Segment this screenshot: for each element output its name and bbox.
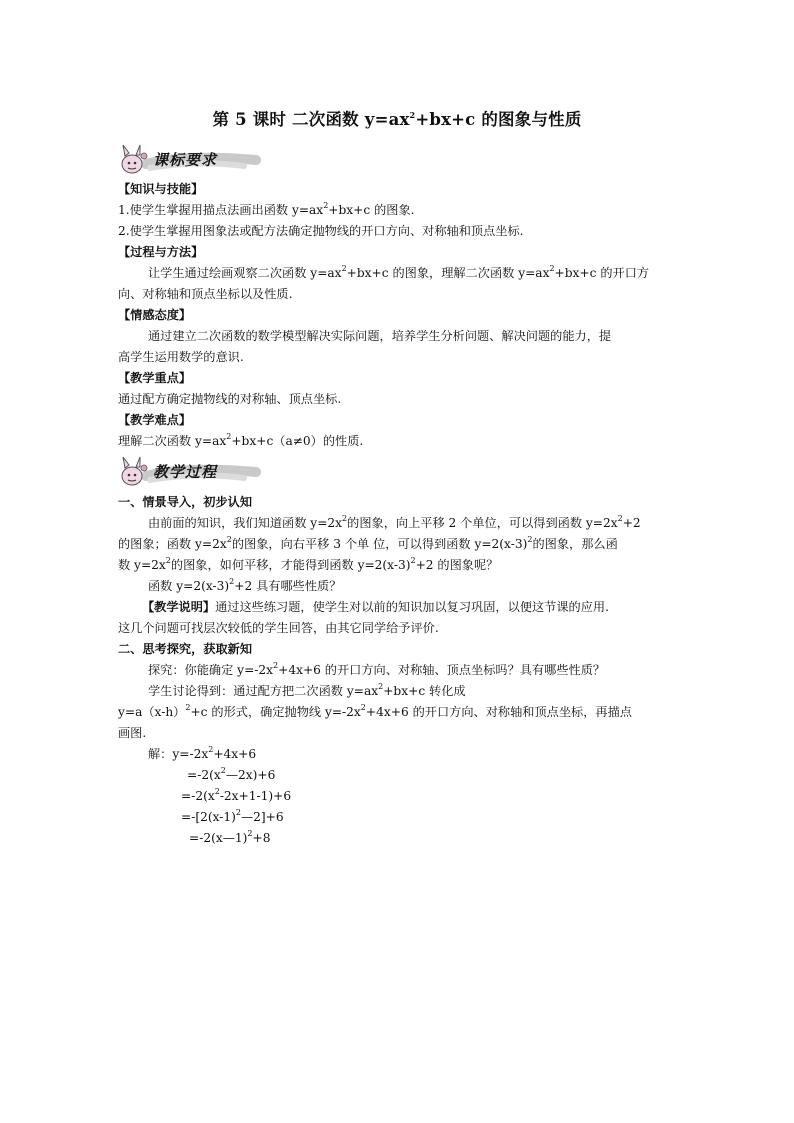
section-2-line-4: 画图. [118,726,147,740]
attitude-line-1: 通过建立二次函数的数学模型解决实际问题，培养学生分析问题、解决问题的能力，提 [148,329,612,343]
process-line-2: 向、对称轴和顶点坐标以及性质. [118,287,293,301]
knowledge-line-1: 1.使学生掌握用描点法画出函数 $y=ax^2+bx+c$ 的图象. [118,200,415,217]
key-points-line: 通过配方确定抛物线的对称轴、顶点坐标. [118,392,342,406]
section-1-line-3: 数 $y=2x^2$的图象，如何平移，才能得到函数 $y=2(x-3)^2+2$ 的图象呢？ [118,555,499,572]
section-1-line-2: 的图象；函数 $y=2x^2$的图象，向右平移 3 个单 位，可以得到函数 $y=2(x-3)^2$的图象，那么函 [118,534,618,551]
section-attitude-heading: 【情感态度】 [118,308,192,322]
banner-curriculum-requirements [116,142,266,176]
section-1-note-2: 这几个问题可找层次较低的学生回答，由其它同学给予评价. [118,621,439,635]
solution-step-5: =-2(x—1)$^2$+8 [189,828,271,845]
attitude-line-2: 高学生运用数学的意识. [118,350,244,364]
section-2-line-3: $y=a(x-h)^2+c$ 的形式，确定抛物线 $y=-2x^2+4x+6$ 的开口方向、对称轴和顶点坐标，再描点 [118,702,632,719]
banner-label: 课标要求 [153,151,218,169]
section-2-line-1: 探究：你能确定 $y=-2x^2+4x+6$ 的开口方向、对称轴、顶点坐标吗？具有哪些性质？ [148,660,606,677]
solution-step-1: 解：$y=-2x^2+4x+6$ [148,744,257,761]
section-1-heading: 一、情景导入，初步认知 [118,495,253,509]
knowledge-line-2: 2.使学生掌握用图象法或配方法确定抛物线的开口方向、对称轴和顶点坐标. [118,224,524,238]
section-2-heading: 二、思考探究，获取新知 [118,642,253,656]
section-1-line-4: 函数 $y=2(x-3)^2+2$ 具有哪些性质？ [148,576,342,593]
section-1-line-1: 由前面的知识，我们知道函数 $y=2x^2$的图象，向上平移 2 个单位，可以得到函数 $y=2x^2+2$ [148,513,641,530]
section-knowledge-heading: 【知识与技能】 [118,182,204,196]
banner-label: 教学过程 [153,463,218,481]
section-process-heading: 【过程与方法】 [118,245,204,259]
banner-teaching-process [116,454,266,488]
solution-step-2: $=-2(x^2—2x)+6$ [187,765,276,782]
section-difficulties-heading: 【教学难点】 [118,413,192,427]
section-2-line-2: 学生讨论得到：通过配方把二次函数 $y=ax^2+bx+c$ 转化成 [148,681,466,698]
page-title: 第 5 课时 二次函数 $y=ax^2+bx+c$ 的图象与性质 [212,109,582,129]
solution-step-3: $=-2(x^2-2x+1-1)+6$ [181,786,292,803]
process-line-1: 让学生通过绘画观察二次函数 $y=ax^2+bx+c$ 的图象，理解二次函数 $y=ax^2+bx+c$ 的开口方 [148,263,650,280]
solution-step-4: $=-[2(x-1)^2—2]+6$ [181,807,284,824]
section-1-note: 【教学说明】通过这些练习题，使学生对以前的知识加以复习巩固，以便这节课的应用. [142,600,609,614]
difficulties-line: 理解二次函数 $y=ax^2+bx+c(a\ne 0)$的性质. [118,431,364,448]
section-key-points-heading: 【教学重点】 [118,371,192,385]
